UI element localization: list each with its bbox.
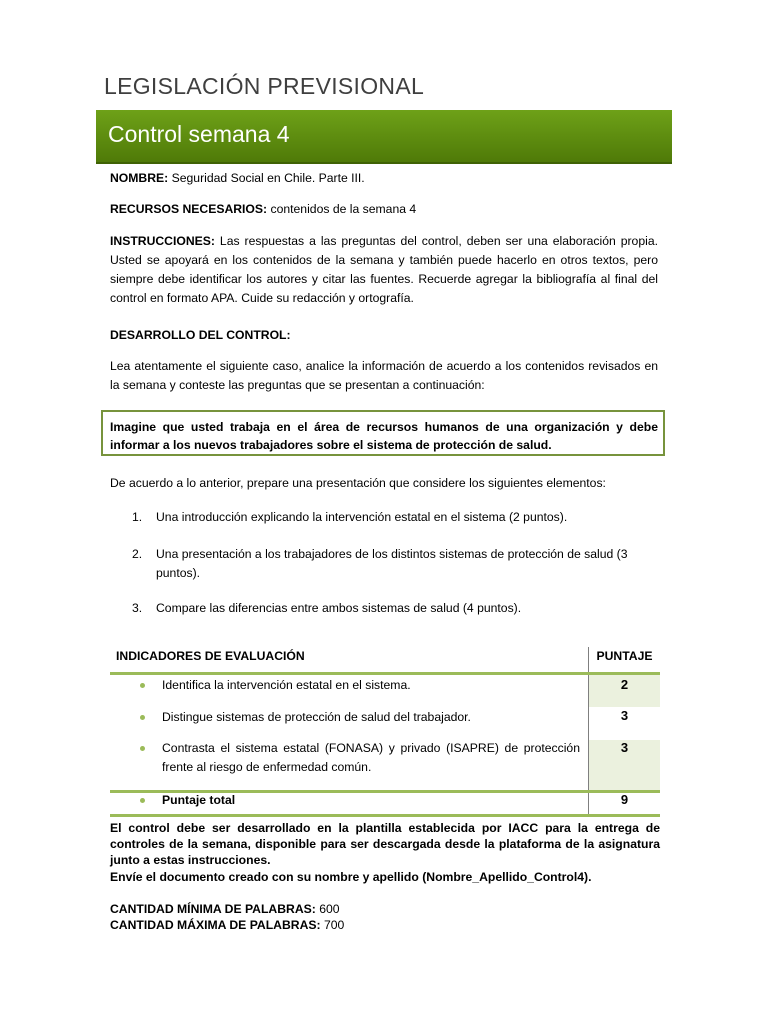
- recursos-label: RECURSOS NECESARIOS:: [110, 202, 268, 216]
- min-words-label: CANTIDAD MÍNIMA DE PALABRAS:: [110, 902, 316, 916]
- prepare-paragraph: De acuerdo a lo anterior, prepare una presentación que considere los siguientes elementos:: [110, 476, 606, 490]
- bullet-icon: [140, 683, 145, 688]
- desarrollo-heading: DESARROLLO DEL CONTROL:: [110, 328, 291, 342]
- task-text: Una presentación a los trabajadores de los distintos sistemas de protección de salud (3 puntos).: [156, 547, 628, 580]
- header-score: PUNTAJE: [596, 649, 653, 663]
- bottom-rule: [110, 814, 660, 817]
- header-rule: [110, 672, 660, 675]
- recursos-field: [110, 200, 658, 219]
- instrucciones-value: Las respuestas a las preguntas del control, deben ser una elaboración propia. Usted se apoyará en los contenidos de la semana y también puede hacerlo en otros textos, pero siempre debe identificar los autores y citar las fuentes. Recuerde agregar la bibliografía al final del control en formato APA. Cuide su redacción y ortografía.: [110, 234, 658, 305]
- task-number: 1.: [132, 510, 143, 524]
- case-box: [101, 410, 665, 456]
- footer-filename: Envíe el documento creado con su nombre y apellido (Nombre_Apellido_Control4).: [110, 870, 592, 884]
- title-banner: [96, 110, 672, 164]
- task-number: 3.: [132, 601, 143, 615]
- case-text: Imagine que usted trabaja en el área de recursos humanos de una organización y debe informar a los nuevos trabajadores sobre el sistema de protección de salud.: [110, 420, 658, 452]
- nombre-label: NOMBRE:: [110, 171, 169, 185]
- intro-paragraph: Lea atentamente el siguiente caso, analice la información de acuerdo a los contenidos revisados en la semana y conteste las preguntas que se presentan a continuación:: [110, 359, 658, 392]
- task-text: Una introducción explicando la intervención estatal en el sistema (2 puntos).: [156, 510, 568, 524]
- min-words: [110, 901, 660, 917]
- indicator-score: 3: [620, 708, 629, 723]
- indicator-score: 3: [620, 740, 629, 755]
- indicator-text: Identifica la intervención estatal en el sistema.: [162, 678, 411, 692]
- bullet-icon: [140, 715, 145, 720]
- footer-instructions: El control debe ser desarrollado en la plantilla establecida por IACC para la entrega de controles de la semana, disponible para ser descargada desde la plataforma de la asignatura junto a estas instrucciones.: [110, 821, 660, 867]
- nombre-field: [110, 169, 658, 188]
- bullet-icon: [140, 746, 145, 751]
- bullet-icon: [140, 798, 145, 803]
- instrucciones-field: [110, 232, 658, 308]
- task-text: Compare las diferencias entre ambos sistemas de salud (4 puntos).: [156, 601, 522, 615]
- course-title: LEGISLACIÓN PREVISIONAL: [104, 73, 425, 99]
- task-number: 2.: [132, 547, 143, 561]
- banner-title: Control semana 4: [108, 121, 290, 147]
- max-words: [110, 917, 660, 933]
- header-indicators: INDICADORES DE EVALUACIÓN: [116, 649, 305, 663]
- indicator-text: Contrasta el sistema estatal (FONASA) y privado (ISAPRE) de protección frente al riesgo de enfermedad común.: [162, 741, 580, 774]
- indicator-score: 2: [620, 677, 629, 692]
- evaluation-table: [110, 647, 660, 817]
- recursos-value: contenidos de la semana 4: [267, 202, 417, 216]
- min-words-value: 600: [315, 902, 340, 916]
- nombre-value: Seguridad Social en Chile. Parte III.: [168, 171, 365, 185]
- total-score: 9: [620, 792, 629, 807]
- indicator-text: Distingue sistemas de protección de salud del trabajador.: [162, 710, 471, 724]
- total-label: Puntaje total: [162, 793, 236, 807]
- instrucciones-label: INSTRUCCIONES:: [110, 234, 215, 248]
- max-words-label: CANTIDAD MÁXIMA DE PALABRAS:: [110, 918, 321, 932]
- max-words-value: 700: [320, 918, 345, 932]
